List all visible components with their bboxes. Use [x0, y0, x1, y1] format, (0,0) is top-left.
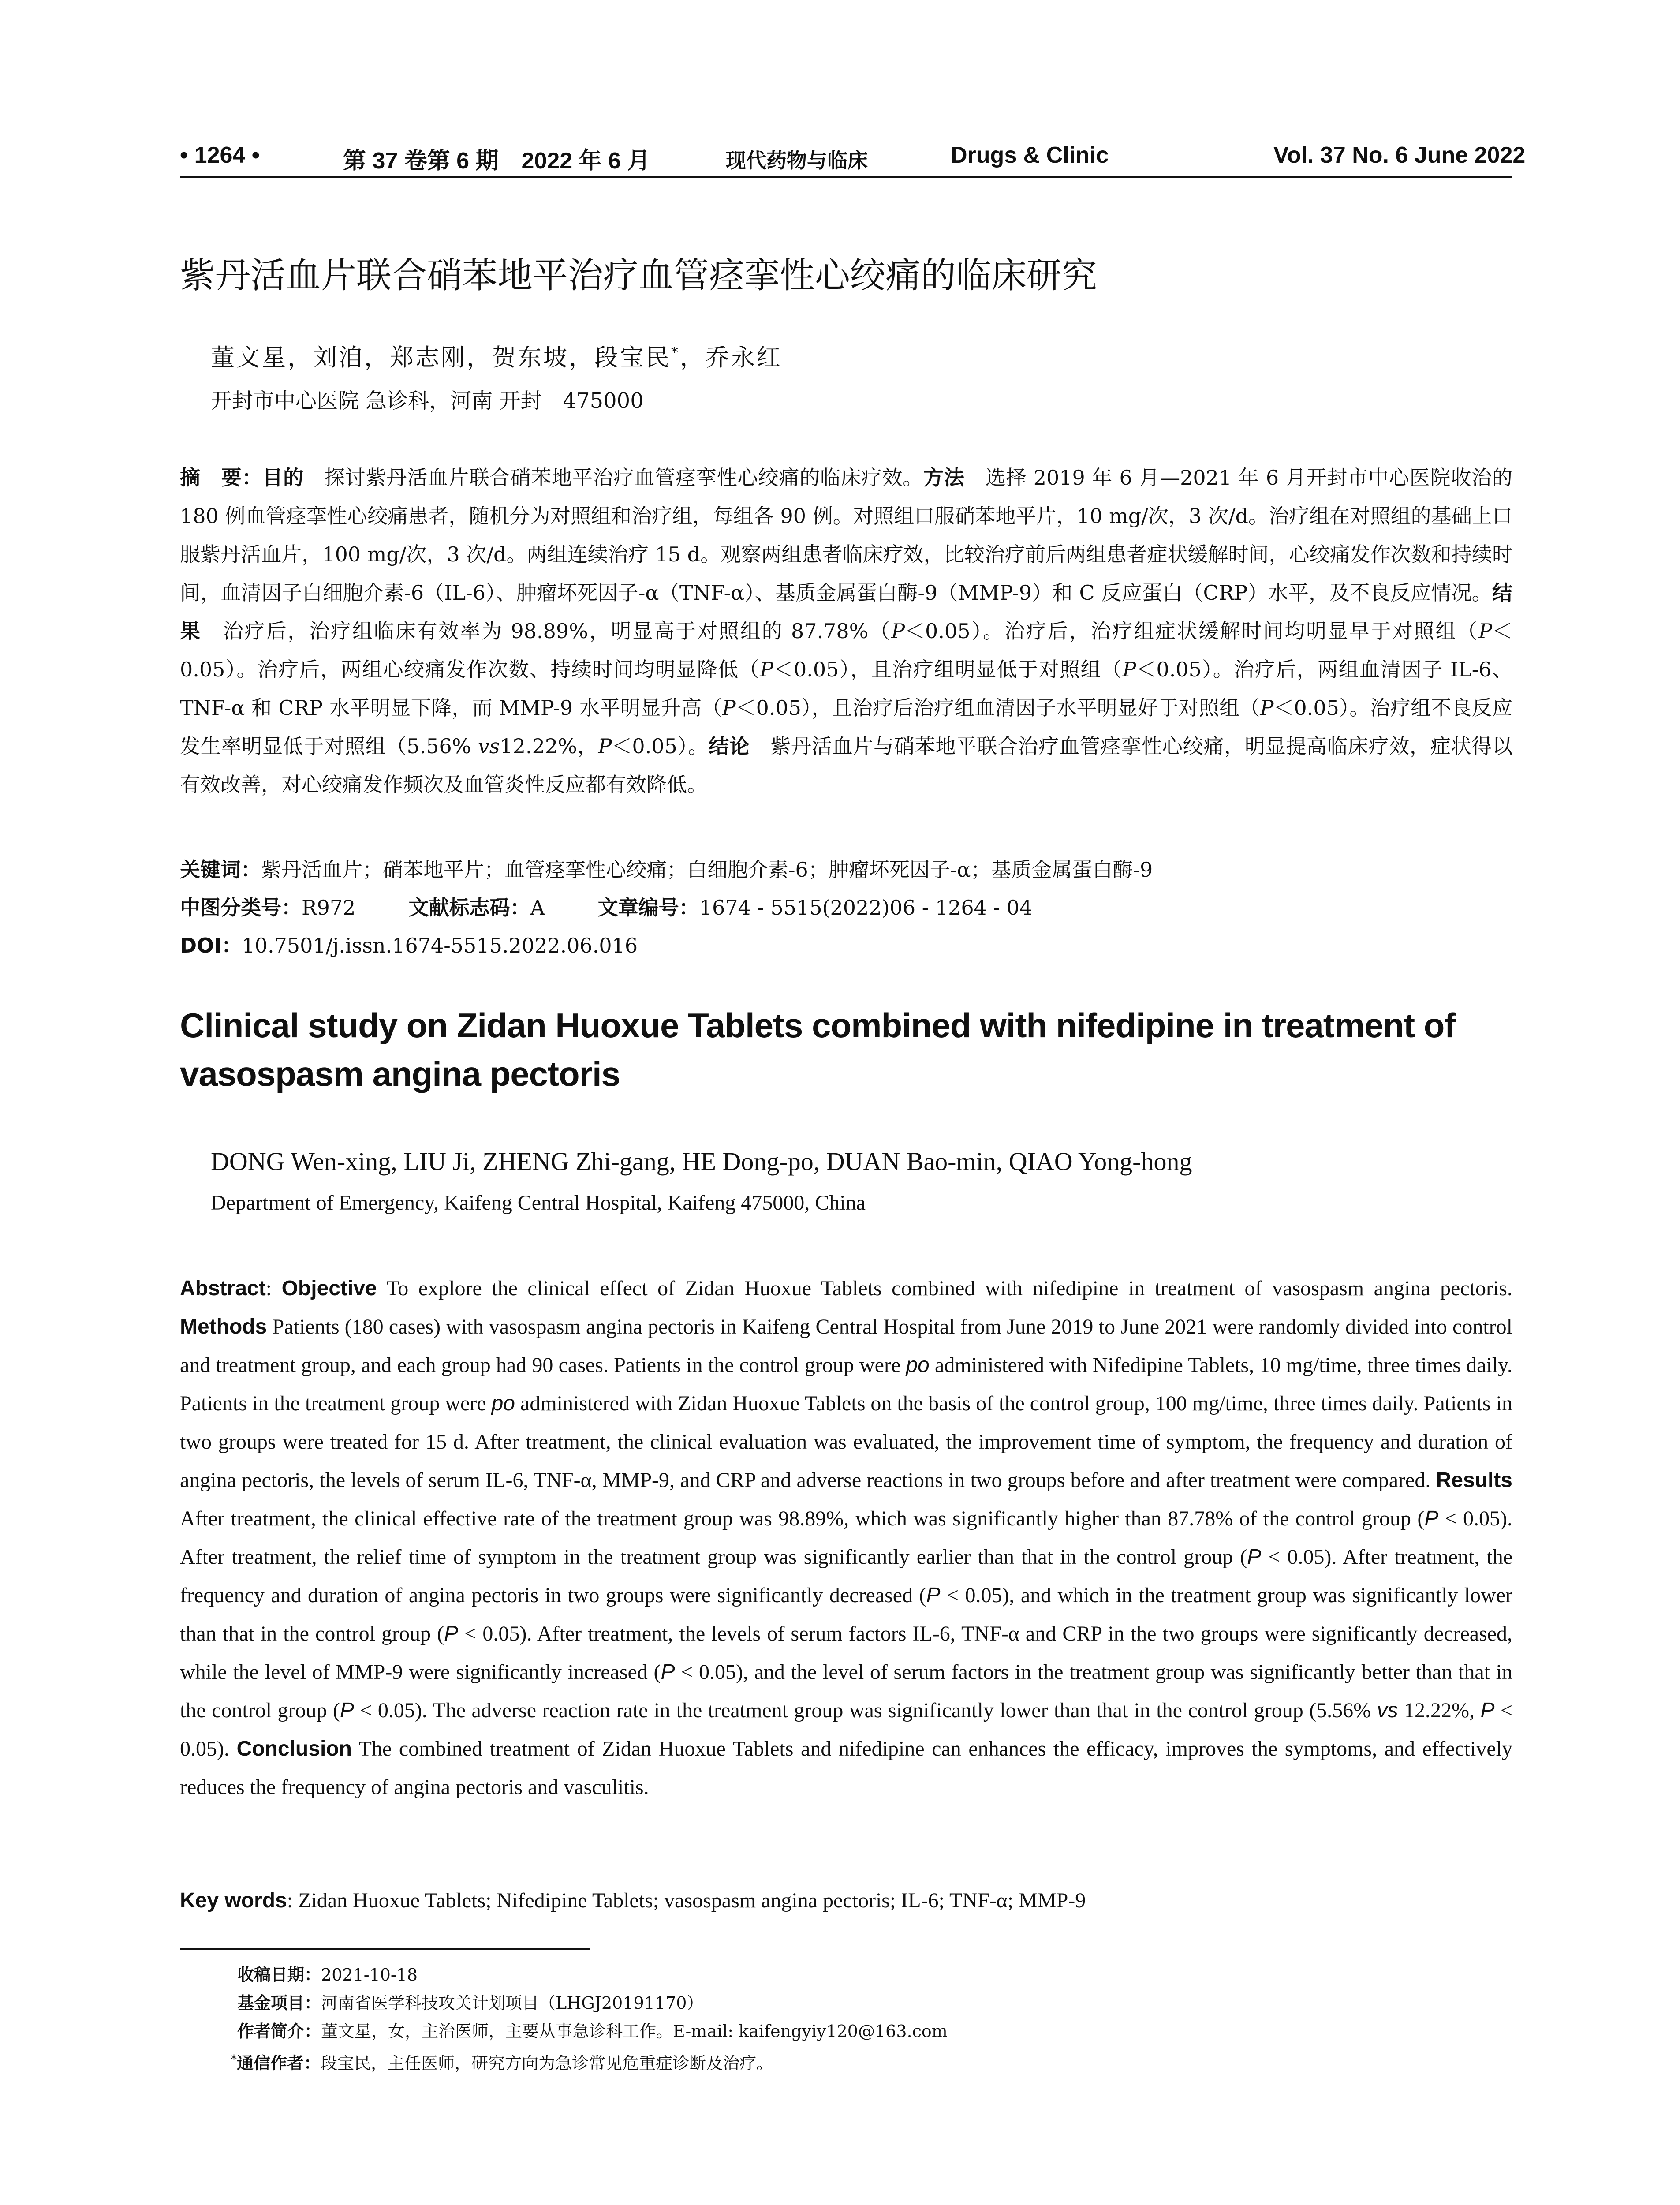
cn-results-text: ＜0.05）。	[612, 734, 709, 758]
en-results-text: < 0.05), and the level of serum factors in the treatment group was significantly better than that in the control group (	[180, 1660, 1513, 1722]
p-value-symbol: P	[926, 1584, 941, 1607]
article-no-value: 1674 - 5515(2022)06 - 1264 - 04	[699, 896, 1033, 919]
corresponding-mark: *	[671, 344, 680, 361]
po-symbol: po	[906, 1353, 930, 1377]
en-authors: DONG Wen-xing, LIU Ji, ZHENG Zhi-gang, HE Dong-po, DUAN Bao-min, QIAO Yong-hong	[211, 1147, 1192, 1176]
cn-results-text: ＜0.05）。治疗后，治疗组症状缓解时间均明显早于对照组（	[905, 619, 1479, 643]
cn-affiliation: 开封市中心医院 急诊科，河南 开封 475000	[211, 389, 644, 413]
issue-cn: 第 37 卷第 6 期 2022 年 6 月	[343, 148, 650, 174]
footnote-rule	[180, 1948, 590, 1950]
cn-results-text: ＜0.05），且治疗组明显低于对照组（	[773, 658, 1123, 681]
journal-cn: 现代药物与临床	[726, 149, 868, 172]
en-title: Clinical study on Zidan Huoxue Tablets combined with nifedipine in treatment of vasospasm angina pectoris	[180, 1006, 1456, 1093]
cn-abstract-label: 摘 要：	[180, 466, 263, 490]
footnote-received: 收稿日期：2021-10-18	[237, 1965, 418, 1984]
cn-objective-label: 目的	[262, 466, 304, 490]
doi-value: 10.7501/j.issn.1674-5515.2022.06.016	[242, 934, 638, 957]
cn-conclusion-text: 紫丹活血片与硝苯地平联合治疗血管痉挛性心绞痛，明显提高临床疗效，症状得以有效改善，对心绞痛发作频次及血管炎性反应都有效降低。	[180, 734, 1513, 796]
article-no-label: 文章编号：	[597, 896, 699, 919]
cn-keywords	[180, 854, 1153, 883]
en-results-label: Results	[1436, 1469, 1512, 1492]
p-value-symbol: P	[444, 1622, 459, 1645]
en-methods-text: administered with Nifedipine Tablets, 10 mg/time, three times daily. Patients in the treatment group were	[180, 1353, 1512, 1415]
cn-results-text: ＜0.05）。治疗组不良反应发生率明显低于对照组（5.56%	[180, 696, 1513, 758]
clc-value: R972	[302, 896, 356, 919]
cn-title: 紫丹活血片联合硝苯地平治疗血管痉挛性心绞痛的临床研究	[180, 255, 1097, 296]
journal-en: Drugs & Clinic	[951, 142, 1109, 168]
cn-methods-label: 方法	[923, 466, 965, 490]
cn-author-list: 董文星，刘洎，郑志刚，贺东坡，段宝民	[211, 344, 671, 371]
en-abstract: Abstract: Objective To explore the clinical effect of Zidan Huoxue Tablets combined with nifedipine in treatment of vasospasm angina pectoris. Methods Patients (180 cases) with vasospasm angina pectoris in Kaifeng Central Hospital from June 2019 to June 2021 were randomly divided into control and treatment group, and each group had 90 cases. Patients in the control group were po administered with Nifedipine Tablets, 10 mg/time, three times daily. Patients in the treatment group were po administered with Zidan Huoxue Tablets on the basis of the control group, 100 mg/time, three times daily. Patients in two groups were treated for 15 d. After treatment, the clinical evaluation was evaluated, the improvement time of symptom, the frequency and duration of angina pectoris, the levels of serum IL-6, TNF-α, MMP-9, and CRP and adverse reactions in two groups before and after treatment were compared. Results After treatment, the clinical effective rate of the treatment group was 98.89%, which was significantly higher than 87.78% of the control group (P < 0.05). After treatment, the relief time of symptom in the treatment group was significantly earlier than that in the control group (P < 0.05). After treatment, the frequency and duration of angina pectoris in two groups were significantly decreased (P < 0.05), and which in the treatment group was significantly lower than that in the control group (P < 0.05). After treatment, the levels of serum factors IL-6, TNF-α and CRP in the two groups were significantly decreased, while the level of MMP-9 were significantly increased (P < 0.05), and the level of serum factors in the treatment group was significantly better than that in the control group (P < 0.05). The adverse reaction rate in the treatment group was significantly lower than that in the control group (5.56% vs 12.22%, P < 0.05). Conclusion The combined treatment of Zidan Huoxue Tablets and nifedipine can enhances the efficacy, improves the symptoms, and effectively reduces the frequency of angina pectoris and vasculitis.	[180, 1277, 1513, 1799]
en-methods-label: Methods	[180, 1315, 267, 1338]
en-affiliation: Department of Emergency, Kaifeng Central Hospital, Kaifeng 475000, China	[211, 1191, 866, 1215]
en-results-text: < 0.05). After treatment, the relief time of symptom in the treatment group was significantly earlier than that in the control group (	[180, 1507, 1512, 1569]
p-value-symbol: P	[1424, 1507, 1439, 1530]
en-results-text: < 0.05), and which in the treatment group was significantly lower than that in the control group (	[180, 1584, 1512, 1645]
en-methods-text: administered with Zidan Huoxue Tablets on the basis of the control group, 100 mg/time, three times daily. Patients in two groups were treated for 15 d. After treatment, the clinical evaluation was evaluated, the improvement time of symptom, the frequency and duration of angina pectoris, the levels of serum IL-6, TNF-α, MMP-9, and CRP and adverse reactions in two groups before and after treatment were compared.	[180, 1392, 1513, 1492]
cn-results-label: 结果	[180, 581, 1512, 643]
issue-en: Vol. 37 No. 6 June 2022	[1273, 142, 1526, 168]
p-value-symbol: P	[1247, 1545, 1262, 1569]
cn-results-text: ＜0.05）。治疗后，两组血清因子 IL-6、TNF-α 和 CRP 水平明显下降，而 MMP-9 水平明显升高（	[180, 658, 1513, 720]
en-keywords-text: Zidan Huoxue Tablets; Nifedipine Tablets; vasospasm angina pectoris; IL-6; TNF-α; MMP-9	[293, 1889, 1086, 1912]
doc-code-value: A	[530, 896, 545, 919]
en-conclusion-label: Conclusion	[236, 1737, 352, 1760]
footnote-fund: 基金项目：河南省医学科技攻关计划项目（LHGJ20191170）	[237, 1993, 704, 2013]
en-conclusion-text: The combined treatment of Zidan Huoxue Tablets and nifedipine can enhances the efficacy, improves the symptoms, and effectively reduces the frequency of angina pectoris and vasculitis.	[180, 1737, 1512, 1799]
cn-keywords-label: 关键词：	[180, 858, 261, 882]
cn-results-text: 治疗后，治疗组临床有效率为 98.89%，明显高于对照组的 87.78%（	[201, 619, 892, 643]
p-value-symbol: P	[598, 734, 612, 758]
cn-results-text: ＜0.05）。治疗后，两组心绞痛发作次数、持续时间均明显降低（	[180, 619, 1513, 681]
footnotes	[231, 1961, 948, 2078]
doi-label: DOI：	[180, 934, 242, 957]
en-methods-text: Patients (180 cases) with vasospasm angina pectoris in Kaifeng Central Hospital from June 2019 to June 2021 were randomly divided into control and treatment group, and each group had 90 cases. Patients in the control group were	[180, 1315, 1512, 1377]
vs-symbol: vs	[478, 734, 500, 758]
en-keywords-label: Key words	[180, 1889, 287, 1912]
en-results-text: After treatment, the clinical effective rate of the treatment group was 98.89%, which was significantly higher than 87.78% of the control group (	[180, 1507, 1425, 1530]
page-number: • 1264 •	[180, 142, 260, 168]
en-objective-text: To explore the clinical effect of Zidan Huoxue Tablets combined with nifedipine in treatment of vasospasm angina pectoris.	[377, 1277, 1512, 1300]
cn-abstract	[180, 459, 1512, 804]
clc-label: 中图分类号：	[180, 896, 302, 919]
cn-authors	[211, 339, 782, 373]
p-value-symbol: P	[340, 1699, 354, 1722]
doi-line	[180, 930, 638, 959]
en-results-text: < 0.05).	[180, 1699, 1513, 1760]
cn-keywords-text: 紫丹活血片；硝苯地平片；血管痉挛性心绞痛；白细胞介素-6；肿瘤坏死因子-α；基质金属蛋白酶-9	[261, 858, 1153, 882]
en-results-text: < 0.05). After treatment, the frequency and duration of angina pectoris in two groups were significantly decreased (	[180, 1545, 1512, 1607]
p-value-symbol: P	[722, 696, 736, 720]
doc-code-label: 文献标志码：	[408, 896, 530, 919]
vs-symbol: vs	[1377, 1699, 1398, 1722]
p-value-symbol: P	[1478, 619, 1493, 643]
p-value-symbol: P	[1260, 696, 1274, 720]
footnote-corresponding: *通信作者：段宝民，主任医师，研究方向为急诊常见危重症诊断及治疗。	[231, 2053, 773, 2073]
cn-results-text: ＜0.05），且治疗后治疗组血清因子水平明显好于对照组（	[735, 696, 1260, 720]
cn-classification	[180, 892, 1032, 921]
en-results-text: 12.22%,	[1398, 1699, 1481, 1722]
en-results-text: < 0.05). After treatment, the levels of serum factors IL-6, TNF-α and CRP in the two groups were significantly decreased, while the level of MMP-9 were significantly increased (	[180, 1622, 1512, 1684]
en-results-text: < 0.05). The adverse reaction rate in the treatment group was significantly lower than that in the control group (5.56%	[354, 1699, 1377, 1722]
cn-objective-text: 探讨紫丹活血片联合硝苯地平治疗血管痉挛性心绞痛的临床疗效。	[304, 466, 924, 490]
footnote-author: 作者简介：董文星，女，主治医师，主要从事急诊科工作。E-mail: kaifengyiy120@163.com	[237, 2022, 948, 2041]
running-header	[180, 140, 1526, 178]
p-value-symbol: P	[661, 1660, 675, 1684]
cn-results-text: 12.22%，	[500, 734, 598, 758]
po-symbol: po	[491, 1392, 515, 1415]
en-keywords: Key words: Zidan Huoxue Tablets; Nifedipine Tablets; vasospasm angina pectoris; IL-6; TNF-α; MMP-9	[180, 1889, 1086, 1912]
cn-author-last: ，乔永红	[680, 344, 782, 371]
p-value-symbol: P	[760, 658, 774, 681]
p-value-symbol: P	[1480, 1699, 1495, 1722]
en-objective-label: Objective	[281, 1277, 377, 1300]
cn-methods-text: 选择 2019 年 6 月—2021 年 6 月开封市中心医院收治的 180 例血管痉挛性心绞痛患者，随机分为对照组和治疗组，每组各 90 例。对照组口服硝苯地平片，10 mg/次，3 次/d。治疗组在对照组的基础上口服紫丹活血片，100 mg/次，3 次/d。两组连续治疗 15 d。观察两组患者临床疗效，比较治疗前后两组患者症状缓解时间，心绞痛发作次数和持续时间，血清因子白细胞介素-6（IL-6）、肿瘤坏死因子-α（TNF-α）、基质金属蛋白酶-9（MMP-9）和 C 反应蛋白（CRP）水平，及不良反应情况。	[180, 466, 1513, 605]
en-abstract-label: Abstract	[180, 1277, 266, 1300]
p-value-symbol: P	[891, 619, 905, 643]
cn-conclusion-label: 结论	[709, 734, 750, 758]
p-value-symbol: P	[1122, 658, 1136, 681]
